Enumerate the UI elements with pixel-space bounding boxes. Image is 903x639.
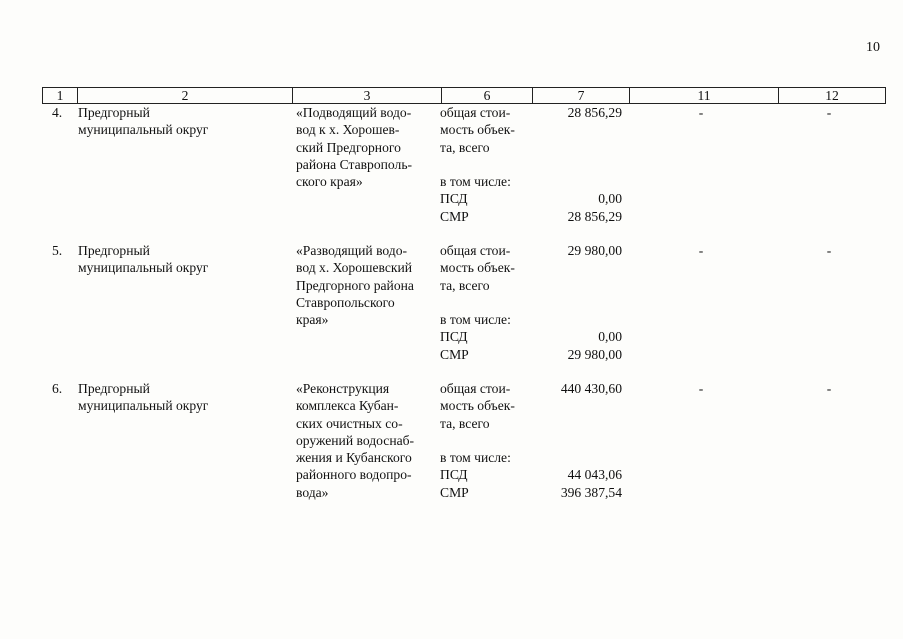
description-line: общая стои- [440,381,511,396]
smr-label: СМР [440,484,469,500]
object-line: вод к х. Хорошев- [296,122,400,138]
object-line: ский Предгорного [296,139,401,155]
smr-label: СМР [440,208,469,224]
col-11-value: - [698,381,704,396]
including-label: в том числе: [440,312,511,328]
object-line: комплекса Кубан- [296,398,399,414]
district-line: муниципальный округ [78,398,209,414]
description-line: та, всего [440,415,490,431]
description-line: та, всего [440,139,490,155]
header-col-7: 7 [533,88,630,104]
description-line: мость объек- [440,122,515,138]
object-name-cell [296,104,435,190]
smr-value: 396 387,54 [560,484,622,500]
object-line: «Реконструкция [296,381,390,396]
district-line: Предгорный [78,105,150,120]
district-cell [78,380,208,415]
description-line: общая стои- [440,243,511,258]
smr-label: СМР [440,346,469,362]
district-line: Предгорный [78,243,150,258]
object-line: районного водопро- [296,467,412,483]
col-11-value: - [698,105,704,120]
description-cell [440,104,526,225]
district-line: муниципальный округ [78,260,209,276]
psd-value: 0,00 [598,329,622,345]
including-label: в том числе: [440,450,511,466]
description-line: общая стои- [440,105,511,120]
object-name-cell [296,242,435,328]
smr-value: 29 980,00 [567,346,622,362]
col-12-value: - [826,243,832,258]
smr-value: 28 856,29 [567,208,622,224]
total-value: 28 856,29 [567,105,622,120]
object-line: «Подводящий водо- [296,105,412,120]
cost-cell [530,380,622,501]
description-line: та, всего [440,277,490,293]
district-cell [78,104,208,139]
row-number: 5. [52,243,63,258]
header-col-6: 6 [442,88,533,104]
including-label: в том числе: [440,174,511,190]
page-number: 10 [866,40,880,55]
object-line: ского края» [296,174,363,190]
description-line: мость объек- [440,260,515,276]
cost-cell [530,242,622,363]
object-line: Ставропольского [296,294,395,310]
psd-label: ПСД [440,191,468,207]
header-col-2: 2 [78,88,293,104]
row-number: 4. [52,105,63,120]
object-line: «Разводящий водо- [296,243,408,258]
header-col-11: 11 [630,88,779,104]
psd-value: 44 043,06 [567,467,622,483]
description-line: мость объек- [440,398,515,414]
object-line: вода» [296,484,329,500]
psd-label: ПСД [440,329,468,345]
district-cell [78,242,208,277]
object-line: района Ставрополь- [296,156,413,172]
table-header-row [42,87,886,104]
object-line: вод х. Хорошевский [296,260,413,276]
object-line: Предгорного района [296,277,414,293]
col-12-value: - [826,105,832,120]
psd-value: 0,00 [598,191,622,207]
object-line: оружений водоснаб- [296,432,415,448]
col-11-value: - [698,243,704,258]
description-cell [440,380,526,501]
header-col-1: 1 [43,88,78,104]
total-value: 29 980,00 [567,243,622,258]
psd-label: ПСД [440,467,468,483]
cost-cell [530,104,622,225]
object-line: ских очистных со- [296,415,403,431]
total-value: 440 430,60 [560,381,622,396]
col-12-value: - [826,381,832,396]
object-line: жения и Кубанского [296,450,412,466]
object-line: края» [296,312,329,328]
district-line: Предгорный [78,381,150,396]
header-col-3: 3 [293,88,442,104]
row-number: 6. [52,381,63,396]
object-name-cell [296,380,435,501]
description-cell [440,242,526,363]
header-col-12: 12 [779,88,886,104]
district-line: муниципальный округ [78,122,209,138]
